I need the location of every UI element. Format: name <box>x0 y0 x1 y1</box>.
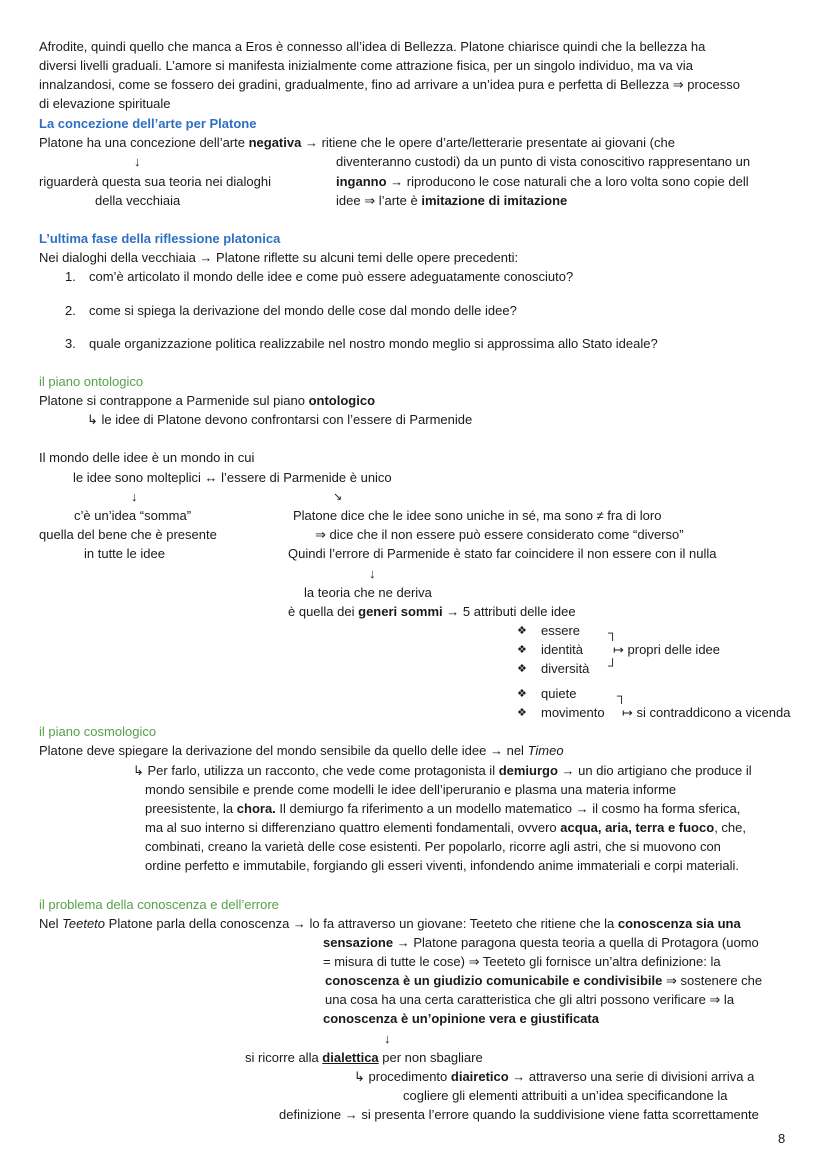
bullet-icon: ❖ <box>517 625 527 637</box>
arrow-down-icon: ↓ <box>131 489 138 504</box>
bullet-icon: ❖ <box>517 644 527 656</box>
ontologico-platone-3: Quindi l’errore di Parmenide è stato far coincidere il non essere con il nulla <box>288 546 717 561</box>
note-propri: ↦ propri delle idee <box>613 642 721 657</box>
list-item-3: quale organizzazione politica realizzabile nel nostro mondo meglio si approssima allo Stato ideale? <box>89 336 658 351</box>
heading-ultima-fase: L’ultima fase della riflessione platonica <box>39 231 281 246</box>
heading-ontologico: il piano ontologico <box>39 374 144 389</box>
arrow-down-icon: ↓ <box>384 1031 391 1046</box>
ontologico-somma-3: in tutte le idee <box>84 546 165 561</box>
arte-line-2: diventeranno custodi) da un punto di vista conoscitivo rappresentano un <box>336 154 751 169</box>
bullet-icon: ❖ <box>517 688 527 700</box>
page-number: 8 <box>778 1131 786 1146</box>
intro-line-4: di elevazione spirituale <box>39 96 171 111</box>
heading-conoscenza: il problema della conoscenza e dell’errore <box>39 897 279 912</box>
bracket-top-icon: ┐ <box>617 688 627 703</box>
conoscenza-line-10: definizione → si presenta l’errore quando la suddivisione viene fatta scorrettamente <box>279 1107 759 1122</box>
cosmologico-line-2: ↳ Per farlo, utilizza un racconto, che vede come protagonista il demiurgo → un dio artigiano che produce il <box>133 763 752 778</box>
note-contraddicono: ↦ si contraddicono a vicenda <box>622 705 791 720</box>
intro-line-2: diversi livelli graduali. L’amore si manifesta inizialmente come attrazione fisica, per un singolo individuo, ma va via <box>39 58 693 73</box>
cosmologico-line-3: mondo sensibile e prende come modelli le idee dell’iperuranio e plasma una materia informe <box>145 782 677 797</box>
arte-line-1: Platone ha una concezione dell’arte negativa → ritiene che le opere d’arte/letterarie presentate ai giovani (che <box>39 135 675 150</box>
bracket-top-icon: ┐ <box>608 625 618 640</box>
conoscenza-line-3: = misura di tutte le cose) ⇒ Teeteto gli fornisce un’altra definizione: la <box>323 954 721 969</box>
conoscenza-line-6: conoscenza è un’opinione vera e giustificata <box>323 1011 599 1026</box>
arrow-diagonal-icon: ↘ <box>333 491 343 503</box>
ontologico-platone-2: ⇒ dice che il non essere può essere considerato come “diverso” <box>315 527 684 542</box>
conoscenza-line-7: si ricorre alla dialettica per non sbagliare <box>245 1050 483 1065</box>
conoscenza-line-4: conoscenza è un giudizio comunicabile e condivisibile ⇒ sostenere che <box>325 973 763 988</box>
cosmologico-line-6: combinati, creano la varietà delle cose esistenti. Per popolarlo, ricorre agli astri, che si muovono con <box>145 839 721 854</box>
conoscenza-line-5: una cosa ha una certa caratteristica che gli altri possono verificare ⇒ la <box>325 992 735 1007</box>
ontologico-platone-1: Platone dice che le idee sono uniche in sé, ma sono ≠ fra di loro <box>293 508 662 523</box>
ontologico-mondo-2: le idee sono molteplici ↔ l’essere di Parmenide è unico <box>73 470 392 485</box>
cosmologico-line-5: ma al suo interno si differenziano quattro elementi fondamentali, ovvero acqua, aria, terra e fuoco, che, <box>145 820 746 835</box>
intro-line-1: Afrodite, quindi quello che manca a Eros è connesso all’idea di Bellezza. Platone chiarisce quindi che la bellezza ha <box>39 39 706 54</box>
attr-essere: essere <box>541 623 581 638</box>
ontologico-somma-2: quella del bene che è presente <box>39 527 217 542</box>
conoscenza-line-9: cogliere gli elementi attribuiti a un’idea specificandone la <box>403 1088 728 1103</box>
ontologico-teoria-1: la teoria che ne deriva <box>304 585 432 600</box>
heading-arte: La concezione dell’arte per Platone <box>39 116 257 131</box>
conoscenza-line-1: Nel Teeteto Platone parla della conoscenza → lo fa attraverso un giovane: Teeteto che ritiene che la conoscenza sia una <box>39 916 741 931</box>
ontologico-somma-1: c’è un’idea “somma” <box>74 508 192 523</box>
attr-diversita: diversità <box>541 661 590 676</box>
arte-left-4: della vecchiaia <box>95 193 181 208</box>
bracket-bottom-icon: ┘ <box>608 658 618 673</box>
arte-right-3: inganno → riproducono le cose naturali che a loro volta sono copie dell <box>336 174 749 189</box>
ontologico-line-1: Platone si contrappone a Parmenide sul piano ontologico <box>39 393 376 408</box>
ontologico-teoria-2: è quella dei generi sommi → 5 attributi delle idee <box>288 604 576 619</box>
list-item-num-3: 3. <box>65 336 76 351</box>
bullet-icon: ❖ <box>517 707 527 719</box>
arte-right-4: idee ⇒ l’arte è imitazione di imitazione <box>336 193 568 208</box>
cosmologico-line-4: preesistente, la chora. Il demiurgo fa riferimento a un modello matematico → il cosmo ha forma sferica, <box>145 801 741 816</box>
conoscenza-line-8: ↳ procedimento diairetico → attraverso una serie di divisioni arriva a <box>354 1069 755 1084</box>
cosmologico-line-7: ordine perfetto e immutabile, forgiando gli esseri viventi, infondendo anime immateriali e corpi materiali. <box>145 858 739 873</box>
conoscenza-line-2: sensazione → Platone paragona questa teoria a quella di Protagora (uomo <box>323 935 759 950</box>
attr-movimento: movimento <box>541 705 605 720</box>
ontologico-mondo-1: Il mondo delle idee è un mondo in cui <box>39 450 255 465</box>
intro-line-3: innalzandosi, come se fossero dei gradini, gradualmente, fino ad arrivare a un’idea pura e perfetta di Bellezza ⇒ processo <box>39 77 741 92</box>
attr-quiete: quiete <box>541 686 577 701</box>
arrow-down-icon: ↓ <box>369 566 376 581</box>
list-item-1: com’è articolato il mondo delle idee e come può essere adeguatamente conosciuto? <box>89 269 574 284</box>
arrow-down-icon: ↓ <box>134 154 141 169</box>
heading-cosmologico: il piano cosmologico <box>39 724 157 739</box>
list-item-num-2: 2. <box>65 303 76 318</box>
list-item-2: come si spiega la derivazione del mondo delle cose dal mondo delle idee? <box>89 303 517 318</box>
bullet-icon: ❖ <box>517 663 527 675</box>
attr-identita: identità <box>541 642 583 657</box>
ontologico-line-2: ↳ le idee di Platone devono confrontarsi con l’essere di Parmenide <box>87 412 473 427</box>
arte-left-3: riguarderà questa sua teoria nei dialoghi <box>39 174 271 189</box>
list-item-num-1: 1. <box>65 269 76 284</box>
cosmologico-line-1: Platone deve spiegare la derivazione del mondo sensibile da quello delle idee → nel Timeo <box>39 743 564 758</box>
ultima-intro: Nei dialoghi della vecchiaia → Platone riflette su alcuni temi delle opere precedenti: <box>39 250 519 265</box>
